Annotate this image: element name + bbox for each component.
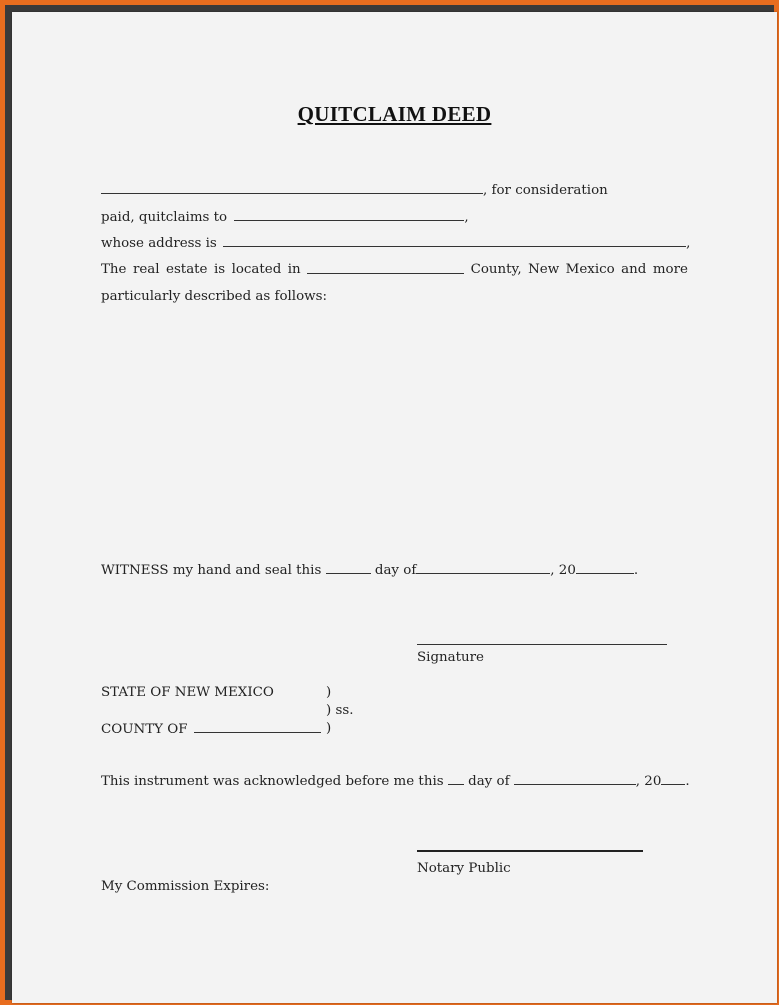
grantee-name-blank[interactable] — [234, 209, 464, 221]
page-title: QUITCLAIM DEED — [297, 102, 492, 126]
county-blank[interactable] — [307, 262, 464, 274]
document-page — [12, 12, 777, 1003]
word-is: is — [213, 262, 226, 277]
particularly-described-line: particularly described as follows: — [101, 289, 327, 304]
witness-line — [101, 562, 638, 579]
address-line — [101, 235, 690, 252]
witness-year-blank[interactable] — [576, 562, 634, 574]
word-more: more — [652, 262, 688, 277]
witness-period: . — [633, 563, 639, 578]
witness-text: WITNESS my hand and seal this — [101, 563, 322, 578]
county-of-blank[interactable] — [194, 721, 321, 733]
address-blank[interactable] — [223, 235, 686, 247]
grantee-comma: , — [464, 210, 469, 225]
commission-expires-label: My Commission Expires: — [101, 879, 270, 894]
word-mexico: Mexico — [565, 262, 615, 277]
notary-public-label: Notary Public — [417, 861, 511, 876]
word-real: real — [132, 262, 160, 277]
ack-month-blank[interactable] — [514, 773, 636, 785]
ack-text: This instrument was acknowledged before me this — [101, 774, 444, 789]
county-line — [101, 721, 321, 738]
ack-year-prefix: , 20 — [635, 774, 662, 789]
ss-label: ) ss. — [326, 703, 354, 718]
word-county: County, — [470, 262, 522, 277]
ack-period: . — [685, 774, 690, 789]
word-estate: estate — [166, 262, 208, 277]
word-new: New — [528, 262, 560, 277]
state-label: STATE OF NEW MEXICO — [101, 685, 274, 700]
signature-blank[interactable] — [417, 644, 667, 645]
acknowledgment-line — [101, 773, 690, 790]
witness-day-blank[interactable] — [326, 562, 371, 574]
grantor-line — [101, 182, 608, 199]
notary-signature-blank[interactable] — [417, 850, 643, 852]
county-of-text: COUNTY OF — [101, 722, 188, 737]
whose-address-text: whose address is — [101, 236, 217, 251]
word-and: and — [621, 262, 647, 277]
witness-year-prefix: , 20 — [550, 563, 576, 578]
witness-day-of-text: day of — [374, 563, 417, 578]
grantor-name-blank[interactable] — [101, 182, 483, 194]
for-consideration-text: , for consideration — [483, 183, 608, 198]
real-estate-line — [101, 262, 688, 278]
witness-month-blank[interactable] — [416, 562, 550, 574]
paid-quitclaims-text: paid, quitclaims to — [101, 210, 228, 225]
state-paren: ) — [326, 685, 332, 700]
signature-label: Signature — [417, 650, 484, 665]
word-located: located — [231, 262, 282, 277]
county-paren: ) — [326, 721, 332, 736]
ack-day-of-text: day of — [468, 774, 510, 789]
ack-day-blank[interactable] — [448, 773, 464, 785]
address-comma: , — [686, 236, 691, 251]
word-in: in — [287, 262, 301, 277]
word-the: The — [101, 262, 127, 277]
deed-document — [12, 12, 777, 1003]
ack-year-blank[interactable] — [661, 773, 685, 785]
grantee-line — [101, 209, 469, 226]
